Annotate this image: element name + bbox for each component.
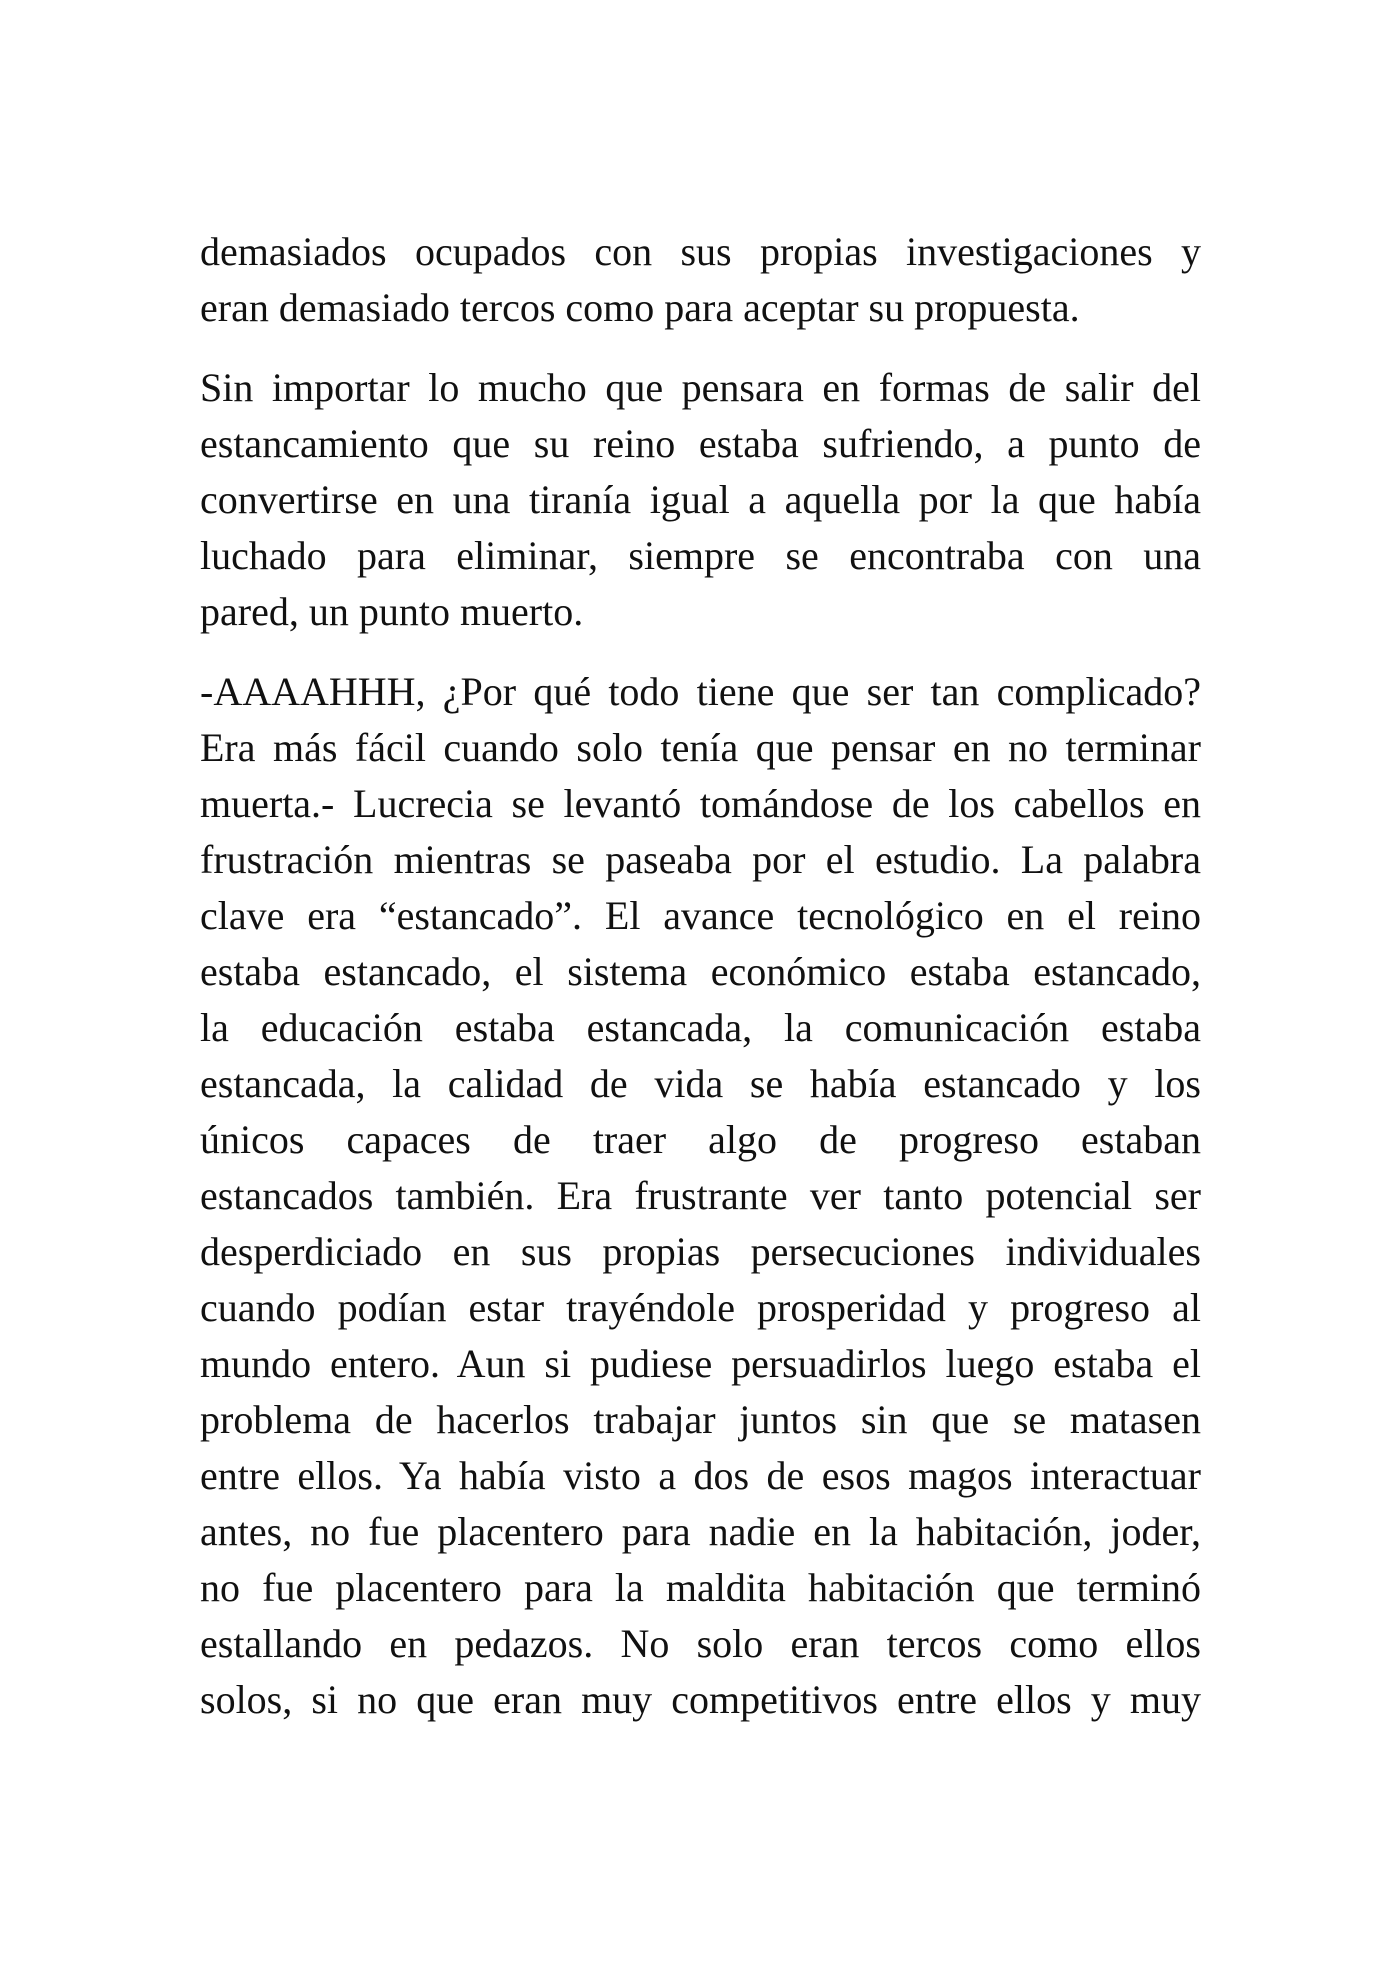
text-line: clave era “estancado”. El avance tecnológico en el reino (200, 893, 1201, 938)
text-line: Sin importar lo mucho que pensara en formas de salir del (200, 365, 1201, 410)
text-line: antes, no fue placentero para nadie en la habitación, joder, (200, 1509, 1201, 1554)
text-line: -AAAAHHH, ¿Por qué todo tiene que ser tan complicado? (200, 669, 1201, 714)
paragraph-2 (200, 360, 1201, 640)
text-line: estancada, la calidad de vida se había estancado y los (200, 1061, 1201, 1106)
text-line: únicos capaces de traer algo de progreso estaban (200, 1117, 1201, 1162)
text-line: estallando en pedazos. No solo eran tercos como ellos (200, 1621, 1201, 1666)
text-line: frustración mientras se paseaba por el estudio. La palabra (200, 837, 1201, 882)
text-line: no fue placentero para la maldita habitación que terminó (200, 1565, 1201, 1610)
text-line: estancados también. Era frustrante ver tanto potencial ser (200, 1173, 1201, 1218)
body-text (200, 224, 1201, 1752)
text-line: demasiados ocupados con sus propias investigaciones y (200, 229, 1201, 274)
text-line: estancamiento que su reino estaba sufriendo, a punto de (200, 421, 1201, 466)
text-line: Era más fácil cuando solo tenía que pensar en no terminar (200, 725, 1201, 770)
text-line: muerta.- Lucrecia se levantó tomándose de los cabellos en (200, 781, 1201, 826)
text-line: eran demasiado tercos como para aceptar su propuesta. (200, 285, 1080, 330)
paragraph-3 (200, 664, 1201, 1728)
text-line: la educación estaba estancada, la comunicación estaba (200, 1005, 1201, 1050)
text-line: solos, si no que eran muy competitivos entre ellos y muy (200, 1677, 1201, 1722)
text-line: entre ellos. Ya había visto a dos de esos magos interactuar (200, 1453, 1201, 1498)
text-line: estaba estancado, el sistema económico estaba estancado, (200, 949, 1201, 994)
text-line: convertirse en una tiranía igual a aquella por la que había (200, 477, 1201, 522)
text-line: cuando podían estar trayéndole prosperidad y progreso al (200, 1285, 1201, 1330)
text-line: mundo entero. Aun si pudiese persuadirlos luego estaba el (200, 1341, 1201, 1386)
text-line: desperdiciado en sus propias persecuciones individuales (200, 1229, 1201, 1274)
paragraph-1 (200, 224, 1201, 336)
text-line: pared, un punto muerto. (200, 589, 584, 634)
text-line: luchado para eliminar, siempre se encontraba con una (200, 533, 1201, 578)
text-line: problema de hacerlos trabajar juntos sin que se matasen (200, 1397, 1201, 1442)
